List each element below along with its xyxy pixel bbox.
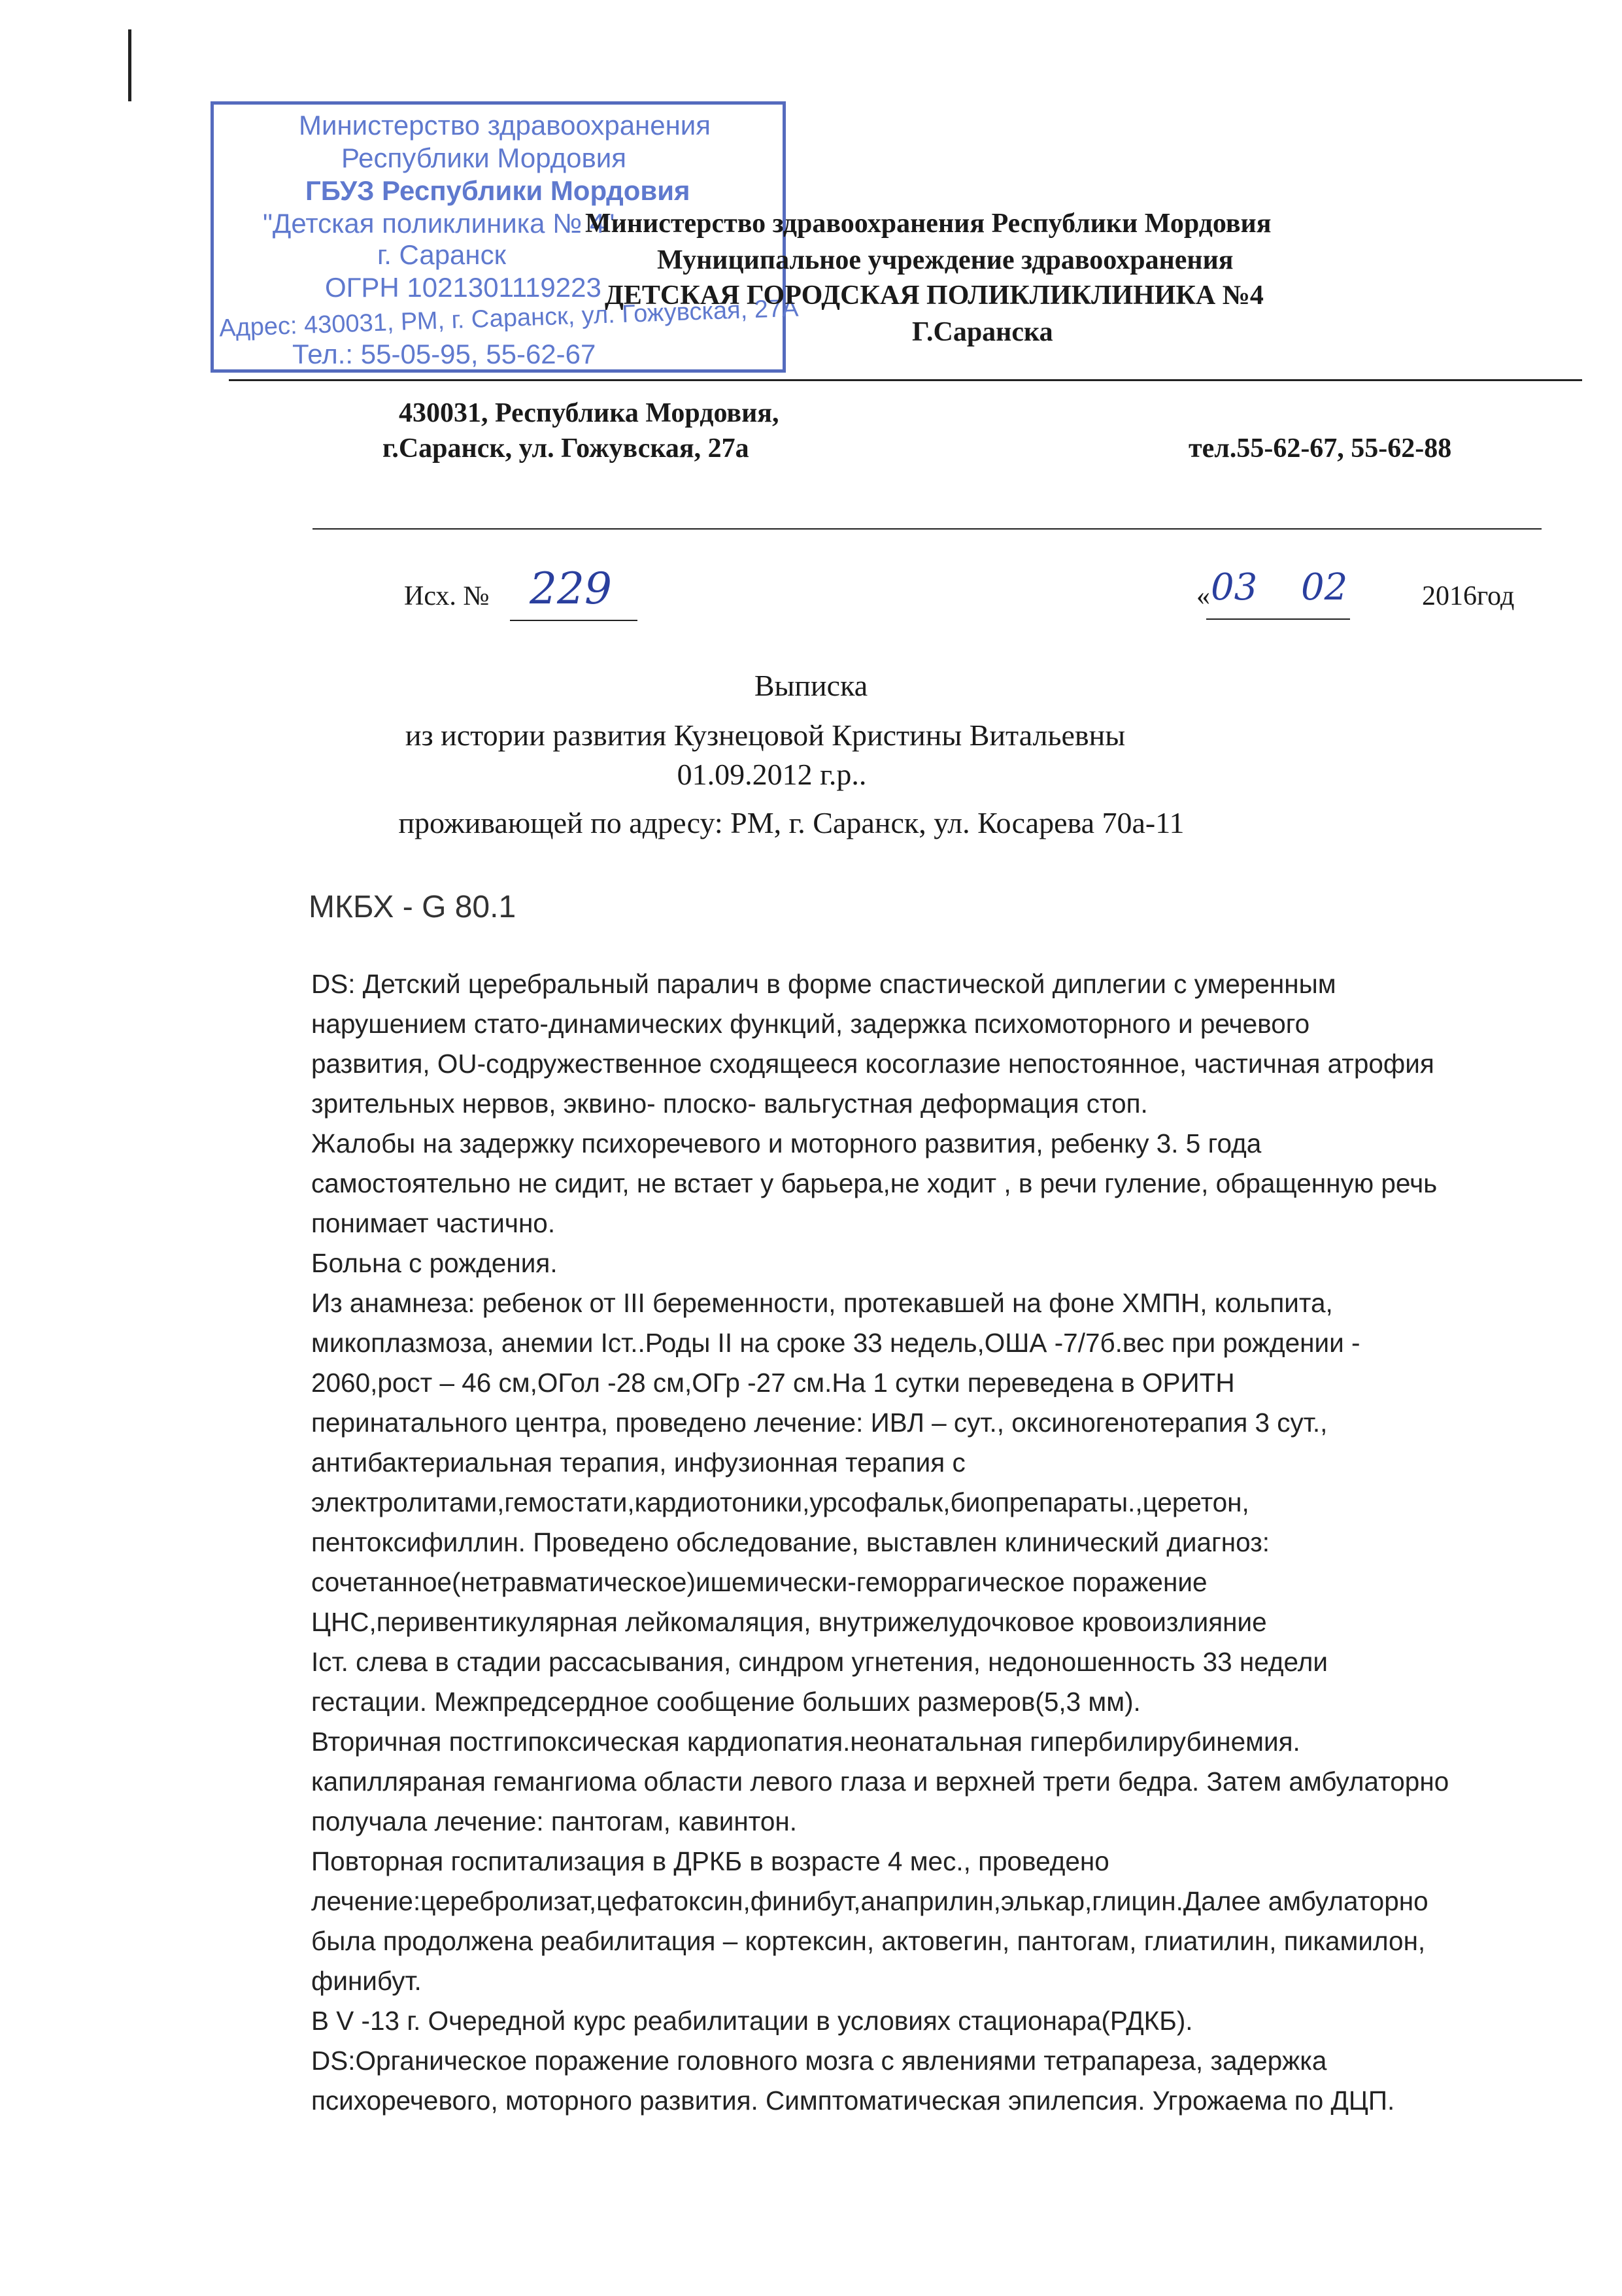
body-line: Жалобы на задержку психоречевого и моторного развития, ребенку 3. 5 года — [311, 1128, 1262, 1158]
body-line: электролитами,гемостати,кардиотоники,урсофальк,биопрепараты.,церетон, — [311, 1487, 1249, 1517]
stamp-line: ОГРН 1021301119223 — [325, 272, 601, 303]
date-day: 03 — [1211, 566, 1258, 609]
date-quote: « — [1196, 581, 1210, 611]
body-line: финибут. — [311, 1966, 422, 1996]
stamp-line: ГБУЗ Республики Мордовия — [305, 175, 690, 206]
body-line: зрительных нервов, эквино- плоско- вальгустная деформация стоп. — [311, 1089, 1148, 1119]
body-line: DS:Органическое поражение головного мозга с явлениями тетрапареза, задержка — [311, 2046, 1327, 2076]
body-line: психоречевого, моторного развития. Симптоматическая эпилепсия. Угрожаема по ДЦП. — [311, 2085, 1395, 2116]
date-year: 2016год — [1422, 581, 1515, 611]
body-line: гестации. Межпредсердное сообщение больших размеров(5,3 мм). — [311, 1687, 1141, 1717]
body-line: Вторичная постгипоксическая кардиопатия.неонатальная гипербилирубинемия. — [311, 1727, 1300, 1757]
address-line-2: г.Саранск, ул. Гожувская, 27а — [382, 433, 749, 464]
outgoing-number-label: Исх. № — [404, 581, 490, 611]
body-line: лечение:церебролизат,цефатоксин,финибут,анаприлин,элькар,глицин.Далее амбулаторно — [311, 1886, 1428, 1916]
body-line: развития, OU-содружественное сходящееся косоглазие непостоянное, частичная атрофия — [311, 1049, 1434, 1079]
document-type: Выписка — [754, 669, 868, 702]
body-line: Больна с рождения. — [311, 1248, 558, 1278]
body-line: В V -13 г. Очередной курс реабилитации в условиях стационара(РДКБ). — [311, 2006, 1193, 2036]
body-line: Повторная госпитализация в ДРКБ в возрасте 4 мес., проведено — [311, 1846, 1109, 1876]
stamp-line: Республики Мордовия — [341, 143, 626, 173]
ministry-title: Министерство здравоохранения Республики Мордовия — [585, 209, 1272, 239]
medical-history-text — [311, 964, 1560, 2121]
phone-numbers: тел.55-62-67, 55-62-88 — [1189, 433, 1452, 464]
stamp-line: "Детская поликлиника № 4" — [263, 208, 615, 239]
outgoing-number: 229 — [530, 564, 612, 614]
body-line: Iст. слева в стадии рассасывания, синдром угнетения, недоношенность 33 недели — [311, 1647, 1328, 1677]
date-month: 02 — [1301, 566, 1348, 609]
header-divider — [229, 379, 1582, 381]
stamp-line: Министерство здравоохранения — [299, 110, 711, 141]
body-line: была продолжена реабилитация – кортексин, актовегин, пантогам, глиатилин, пикамилон, — [311, 1926, 1426, 1956]
body-line: ЦНС,перивентикулярная лейкомаляция, внутрижелудочковое кровоизлияние — [311, 1607, 1267, 1637]
number-underline — [510, 620, 637, 621]
body-line: сочетанное(нетравматическое)ишемически-геморрагическое поражение — [311, 1567, 1208, 1597]
city-name: Г.Саранска — [912, 317, 1053, 347]
clinic-name: ДЕТСКАЯ ГОРОДСКАЯ ПОЛИКЛИКЛИНИКА №4 — [605, 280, 1264, 311]
icd-code: МКБХ - G 80.1 — [309, 890, 516, 924]
body-line: понимает частично. — [311, 1208, 556, 1238]
body-line: пентоксифиллин. Проведено обследование, выставлен клинический диагноз: — [311, 1527, 1270, 1557]
body-line: самостоятельно не сидит, не встает у барьера,не ходит , в речи гуление, обращенную речь — [311, 1168, 1438, 1198]
body-line: получала лечение: пантогам, кавинтон. — [311, 1806, 798, 1836]
body-line: DS: Детский церебральный паралич в форме спастической диплегии с умеренным — [311, 969, 1336, 999]
body-line: нарушением стато-динамических функций, задержка психомоторного и речевого — [311, 1009, 1310, 1039]
address-divider — [313, 528, 1542, 530]
stamp-line: Адрес: 430031, РМ, г. Саранск, ул. Гожувская, 27А — [218, 294, 799, 343]
patient-address: проживающей по адресу: РМ, г. Саранск, ул. Косарева 70а-11 — [398, 806, 1185, 839]
body-line: Из анамнеза: ребенок от III беременности, протекавшей на фоне ХМПН, кольпита, — [311, 1288, 1333, 1318]
institution-title: Муниципальное учреждение здравоохранения — [657, 245, 1234, 275]
body-line: капилляраная гемангиома области левого глаза и верхней трети бедра. Затем амбулаторно — [311, 1766, 1449, 1797]
date-underline — [1206, 618, 1350, 620]
margin-mark — [128, 29, 131, 101]
birth-date: 01.09.2012 г.р.. — [677, 758, 867, 791]
stamp-line: Тел.: 55-05-95, 55-62-67 — [292, 339, 596, 369]
address-line-1: 430031, Республика Мордовия, — [399, 398, 779, 428]
body-line: 2060,рост – 46 см,ОГол -28 см,ОГр -27 см.На 1 сутки переведена в ОРИТН — [311, 1368, 1235, 1398]
body-line: антибактериальная терапия, инфузионная терапия с — [311, 1447, 966, 1477]
document-subject: из истории развития Кузнецовой Кристины Витальевны — [405, 718, 1126, 752]
body-line: перинатального центра, проведено лечение: ИВЛ – сут., оксиногенотерапия 3 сут., — [311, 1408, 1328, 1438]
stamp-line: г. Саранск — [377, 239, 506, 270]
body-line: микоплазмоза, анемии Iст..Роды II на сроке 33 недель,ОША -7/7б.вес при рождении - — [311, 1328, 1360, 1358]
